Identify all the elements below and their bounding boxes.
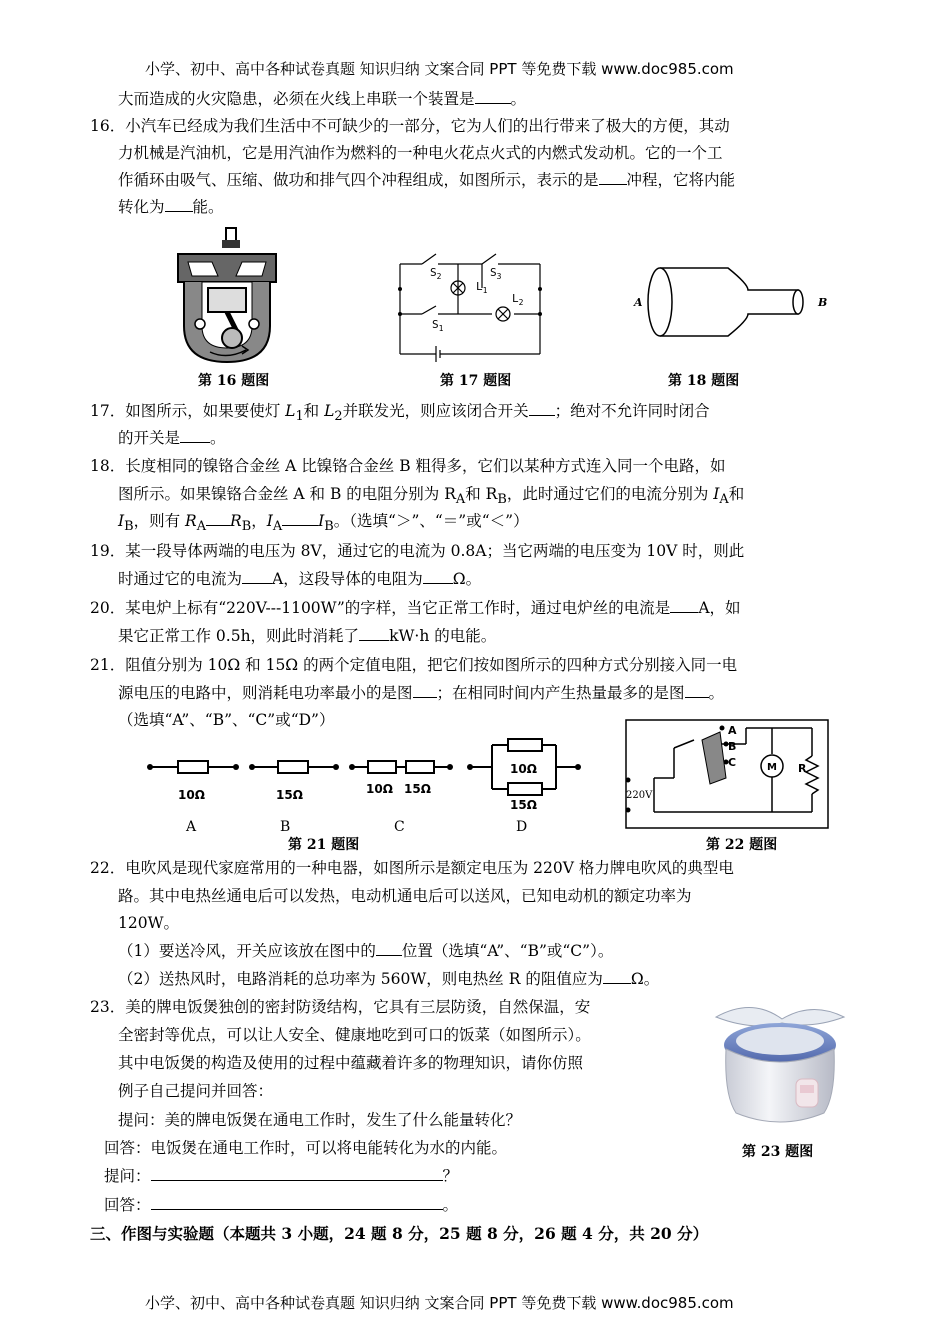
q23-question-label: 提问： [104,1167,151,1185]
q16-line3-a: 作循环由吸气、压缩、做功和排气四个冲程组成，如图所示，表示的是 [118,171,599,189]
q15-tail: 大而造成的火灾隐患，必须在火线上串联一个装置是 。 [118,86,526,112]
page-footer: 小学、初中、高中各种试卷真题 知识归纳 文案合同 PPT 等免费下载 www.doc985.com [145,1294,734,1312]
q15-text: 大而造成的火灾隐患，必须在火线上串联一个装置是 [118,90,475,108]
fig17-s3-sub: 3 [496,272,502,281]
fig22-voltage: 220V [626,790,653,801]
q19-line1: 19．某一段导体两端的电压为 8V，通过它的电流为 0.8A；当它两端的电压变为 10V 时，则此 [90,542,745,560]
page-header: 小学、初中、高中各种试卷真题 知识归纳 文案合同 PPT 等免费下载 www.doc985.com [145,60,734,78]
fig17-l1-sub: 1 [482,286,488,295]
q22-blank1[interactable] [376,938,402,956]
fig17-s2: S [430,266,437,279]
fig21-b-r15: 15Ω [276,788,303,802]
q22-line2: 路。其中电热丝通电后可以发热，电动机通电后可以送风，已知电动机的额定功率为 [118,887,692,905]
q18-text-b: 和 R [465,485,498,503]
fig21-d-r15: 15Ω [510,798,537,812]
hair-dryer-circuit-diagram [622,718,832,830]
fig22-label-a: A [728,724,737,737]
fig21-d-r10: 10Ω [510,762,537,776]
q20-line1 [90,595,741,621]
q20-blank2[interactable] [359,623,389,641]
q18-ia2-var: I [266,512,273,530]
q18-text-d: 和 [728,485,745,503]
q16-blank1[interactable] [599,167,627,185]
q22-part1 [118,938,613,964]
q17-blank2[interactable] [180,425,210,443]
fig22-caption: 第 22 题图 [706,837,778,853]
q20-text-b: A，如 [698,599,741,617]
q19-blank1[interactable] [242,566,272,584]
fig23-caption: 第 23 题图 [742,1144,814,1160]
fig21-label-a: A [186,819,197,835]
q20-line2 [118,623,496,649]
q18-line1: 18．长度相同的镍铬合金丝 A 比镍铬合金丝 B 粗得多，它们以某种方式连入同一个电路，如 [90,457,726,475]
q20-text-c: 果它正常工作 0.5h，则此时消耗了 [118,627,360,645]
fig21-label-d: D [516,819,528,835]
q17-text-a: 17．如图所示，如果要使灯 [90,402,286,420]
q19-text-b: A，这段导体的电阻为 [272,570,423,588]
q19-text-a: 时通过它的电流为 [118,570,243,588]
fig21-label-c: C [394,819,405,835]
q23-answer-end: 。 [442,1196,459,1214]
q18-i-var: I [713,485,720,503]
q22-blank2[interactable] [603,966,631,984]
svg-text:L2 [512,292,524,307]
q17-text-d: 的开关是 [118,429,181,447]
q16-blank2[interactable] [165,194,193,212]
fig22-label-r: R [798,762,807,775]
q19-line2 [118,566,481,592]
q17-l-sub2: 2 [334,409,343,425]
q18-ib2-var: I [318,512,325,530]
svg-text:S2 [430,266,442,281]
fig21-a-r10: 10Ω [178,788,205,802]
fig17-s1: S [432,318,439,331]
q18-text-a: 图所示。如果镍铬合金丝 A 和 B 的电阻分别为 R [118,485,456,503]
q18-sub-b: B [497,492,507,508]
q17-line2 [118,425,226,451]
q18-text-g: 。（选填“＞”、“＝”或“＜”） [333,512,529,530]
fig18-caption: 第 18 题图 [668,373,740,389]
q18-blank2[interactable] [282,508,318,526]
fig17-s1-sub: 1 [438,324,444,333]
svg-text:S3 [490,266,502,281]
q17-l-var2: L [324,402,335,420]
q21-text-b: ；在相同时间内产生热量最多的是图 [436,684,685,702]
fig22-label-b: B [728,740,737,753]
q15-blank[interactable] [475,86,511,104]
q17-l-var1: L [285,402,296,420]
q18-ib-var: I [118,512,125,530]
fig22-label-m: M [767,762,777,773]
fig17-l1: L [476,280,483,293]
q20-text-a: 20．某电炉上标有“220V---1100W”的字样，当它正常工作时，通过电炉丝的电流是 [90,599,671,617]
q23-line2: 全密封等优点，可以让人安全、健康地吃到可口的饭菜（如图所示）。 [118,1026,591,1044]
q23-example-answer: 回答：电饭煲在通电工作时，可以将电能转化为水的内能。 [104,1139,508,1157]
fig22-label-c: C [728,756,737,769]
q19-text-c: Ω。 [452,570,482,588]
q22-part1-b: 位置（选填“A”、“B”或“C”）。 [401,942,614,960]
q18-text-c: ，此时通过它们的电流分别为 [506,485,714,503]
q18-text-f: ， [251,512,267,530]
q17-text-b: 并联发光，则应该闭合开关 [342,402,529,420]
q18-line3 [118,508,529,540]
q21-text-c: 。 [708,684,725,702]
q18-sub-ib: B [124,519,134,535]
wire-cylinders-diagram [630,262,830,344]
q22-part2-a: （2）送热风时，电路消耗的总功率为 560W，则电热丝 R 的阻值应为 [118,970,603,988]
svg-text:L1 [476,280,488,295]
engine-diagram [172,226,282,368]
fig17-caption: 第 17 题图 [440,373,512,389]
circuit-diagram-17 [392,244,550,362]
q22-part2 [118,966,659,992]
q17-l-sub1: 1 [295,409,304,425]
fig16-caption: 第 16 题图 [198,373,270,389]
svg-text:S1 [432,318,444,333]
fig21-caption: 第 21 题图 [288,837,360,853]
q19-blank2[interactable] [423,566,453,584]
q23-line3: 其中电饭煲的构造及使用的过程中蕴藏着许多的物理知识，请你仿照 [118,1054,584,1072]
q20-text-d: kW·h 的电能。 [389,627,497,645]
q16-line3-b: 冲程，它将内能 [626,171,736,189]
q23-question-line [104,1163,458,1189]
resistor-arrangements-diagram [140,733,585,838]
q17-text-c: ；绝对不允许同时闭合 [554,402,710,420]
q16-line4-a: 转化为 [118,198,165,216]
q23-answer-label: 回答： [104,1196,151,1214]
q23-line1: 23．美的牌电饭煲独创的密封防烫结构，它具有三层防烫，自然保温，安 [90,998,591,1016]
q23-answer-blank[interactable] [151,1192,443,1210]
q16-line4-b: 能。 [192,198,224,216]
q16-line2: 力机械是汽油机，它是用汽油作为燃料的一种电火花点火式的内燃式发动机。它的一个工 [118,144,723,162]
q18-rb-var: R [230,512,242,530]
q17-blank1[interactable] [529,398,555,416]
fig17-l2-sub: 2 [518,298,524,307]
q18-sub-ia2: A [272,519,283,535]
fig21-c-r10: 10Ω [366,782,393,796]
q22-part1-a: （1）要送冷风，开关应该放在图中的 [118,942,376,960]
fig17-s3: S [490,266,497,279]
q18-sub-a: A [455,492,466,508]
q18-sub-ra: A [196,519,207,535]
q23-line4: 例子自己提问并回答： [118,1082,274,1100]
fig18-label-b: B [818,296,828,309]
q21-text-a: 源电压的电路中，则消耗电功率最小的是图 [118,684,413,702]
q18-sub-ib2: B [324,519,334,535]
q16-line3 [118,167,735,193]
q21-line2 [118,680,724,706]
q23-question-blank[interactable] [151,1163,443,1181]
q17-text-e: 。 [210,429,226,447]
q21-blank1[interactable] [413,680,437,698]
q23-answer-line [104,1192,458,1218]
q18-sub-ia: A [719,492,729,508]
fig21-label-b: B [280,819,291,835]
q18-blank1[interactable] [206,508,230,526]
q16-line1: 16．小汽车已经成为我们生活中不可缺少的一部分，它为人们的出行带来了极大的方便，其动 [90,117,730,135]
fig17-l2: L [512,292,519,305]
q23-question-end: ？ [442,1167,459,1185]
q23-example-question: 提问：美的牌电饭煲在通电工作时，发生了什么能量转化？ [118,1111,522,1129]
q21-line3: （选填“A”、“B”、“C”或“D”） [118,711,335,729]
q22-line1: 22．电吹风是现代家庭常用的一种电器，如图所示是额定电压为 220V 格力牌电吹风的典型电 [90,859,734,877]
section3-heading: 三、作图与实验题（本题共 3 小题，24 题 8 分，25 题 8 分，26 题 4 分，共 20 分） [90,1224,709,1243]
q22-part2-b: Ω。 [630,970,660,988]
fig17-s2-sub: 2 [436,272,442,281]
q16-line4 [118,194,224,220]
q17-text-and: 和 [303,402,325,420]
q21-blank2[interactable] [685,680,709,698]
q18-text-e: ，则有 [133,512,186,530]
fig18-label-a: A [634,296,643,309]
q18-ra-var: R [185,512,197,530]
q18-sub-rb: B [241,519,252,535]
rice-cooker-image [712,995,848,1133]
q22-line3: 120W。 [118,914,180,932]
q21-line1: 21．阻值分别为 10Ω 和 15Ω 的两个定值电阻，把它们按如图所示的四种方式分别接入同一电 [90,656,738,674]
q20-blank1[interactable] [670,595,698,613]
fig21-c-r15: 15Ω [404,782,431,796]
